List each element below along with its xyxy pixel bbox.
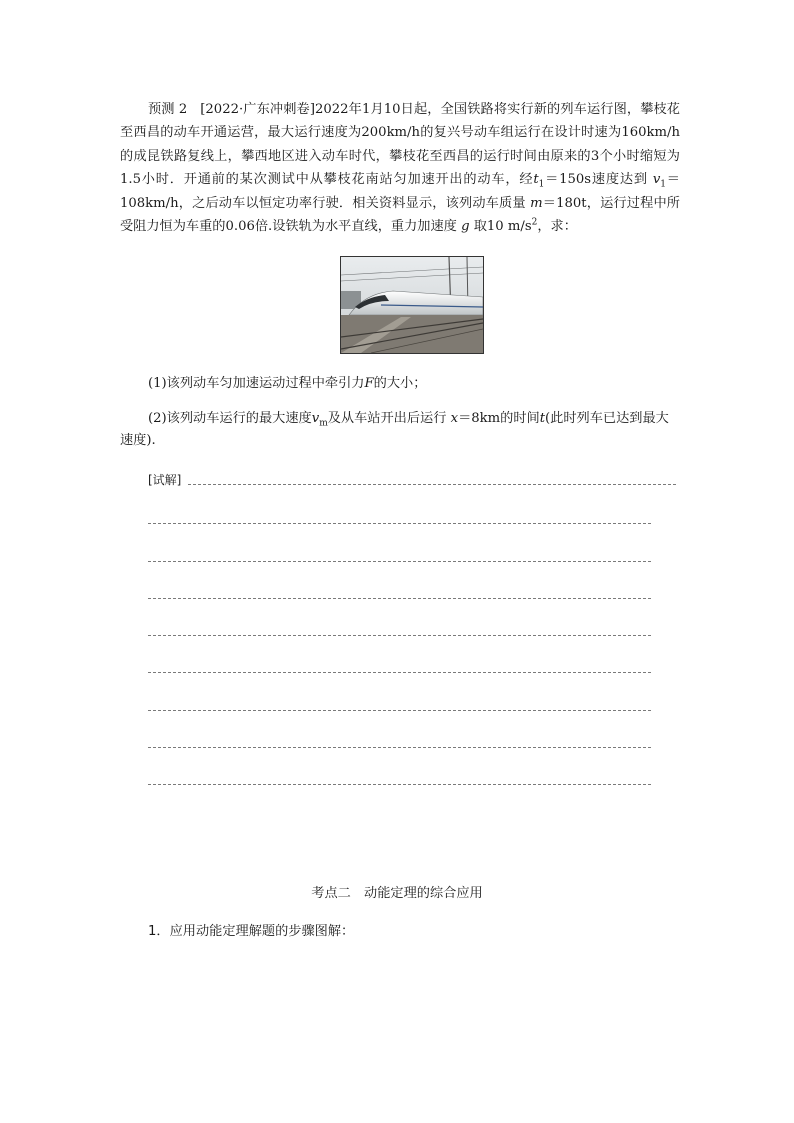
var-t: t	[539, 411, 546, 426]
sub-t1: 1	[538, 179, 545, 190]
x-value: ＝8km的时间	[458, 411, 540, 426]
q1-suffix: 的大小；	[373, 376, 427, 391]
var-vm: v	[311, 411, 320, 426]
answer-line[interactable]	[148, 635, 651, 636]
answer-line[interactable]	[148, 747, 651, 748]
var-t1: t	[533, 172, 539, 188]
sub-vm: m	[319, 418, 328, 429]
v1-value: ＝108km/h，之后动车以恒定功率行驶．相关资料显示，该列动车质量	[120, 172, 680, 211]
question-2	[120, 408, 680, 452]
answer-line[interactable]	[148, 784, 651, 785]
q2-prefix: (2)该列动车运行的最大速度	[148, 411, 312, 426]
solve-label: [试解]	[148, 473, 182, 487]
problem-text-1: 2022年1月10日起，全国铁路将实行新的列车运行图，攀枝花至西昌的动车开通运营，最大运行速度为200km/h的复兴号动车组运行在设计时速为160km/h的成昆铁路复线上，攀西地区进入动车时代，攀枝花至西昌的运行时间由原来的3个小时缩短为1.5小时．开通前的某次测试中从攀枝花南站匀加速开出的动车，经	[120, 102, 680, 188]
answer-line[interactable]	[148, 672, 651, 673]
problem-paragraph	[120, 98, 680, 238]
answer-line[interactable]	[148, 523, 651, 524]
problem-label: 预测 2	[148, 102, 188, 117]
q2-suffix: (此时列车已达到最大速度).	[120, 411, 669, 448]
sup-g: 2	[531, 217, 538, 228]
var-x: x	[450, 411, 459, 426]
g-value: 取10 m/s	[473, 219, 532, 235]
problem-source: [2022·广东冲刺卷]	[200, 102, 315, 117]
answer-line[interactable]	[148, 598, 651, 599]
problem-tail: ，求：	[537, 219, 577, 235]
section-title: 考点二 动能定理的综合应用	[311, 886, 483, 901]
list-item-1: 1．应用动能定理解题的步骤图解：	[148, 924, 355, 939]
var-v1: v	[652, 172, 661, 188]
problem-text-2: 速度达到	[591, 172, 648, 188]
train-illustration	[341, 257, 483, 353]
sub-v1: 1	[660, 179, 666, 190]
var-g: g	[461, 219, 470, 235]
answer-line[interactable]	[188, 484, 676, 485]
answer-line[interactable]	[148, 561, 651, 562]
answer-line[interactable]	[148, 710, 651, 711]
var-F: F	[364, 376, 374, 391]
q2-mid: 及从车站开出后运行	[327, 411, 447, 426]
q1-prefix: (1)该列动车匀加速运动过程中牵引力	[148, 376, 365, 391]
var-m: m	[530, 195, 543, 211]
question-1	[148, 372, 426, 391]
t1-value: ＝150s	[544, 172, 592, 188]
train-photo	[340, 256, 484, 354]
m-value: ＝180t，运行过程中所受阻力恒为车重的0.06倍.设铁轨为水平直线，重力加速度	[120, 195, 680, 235]
